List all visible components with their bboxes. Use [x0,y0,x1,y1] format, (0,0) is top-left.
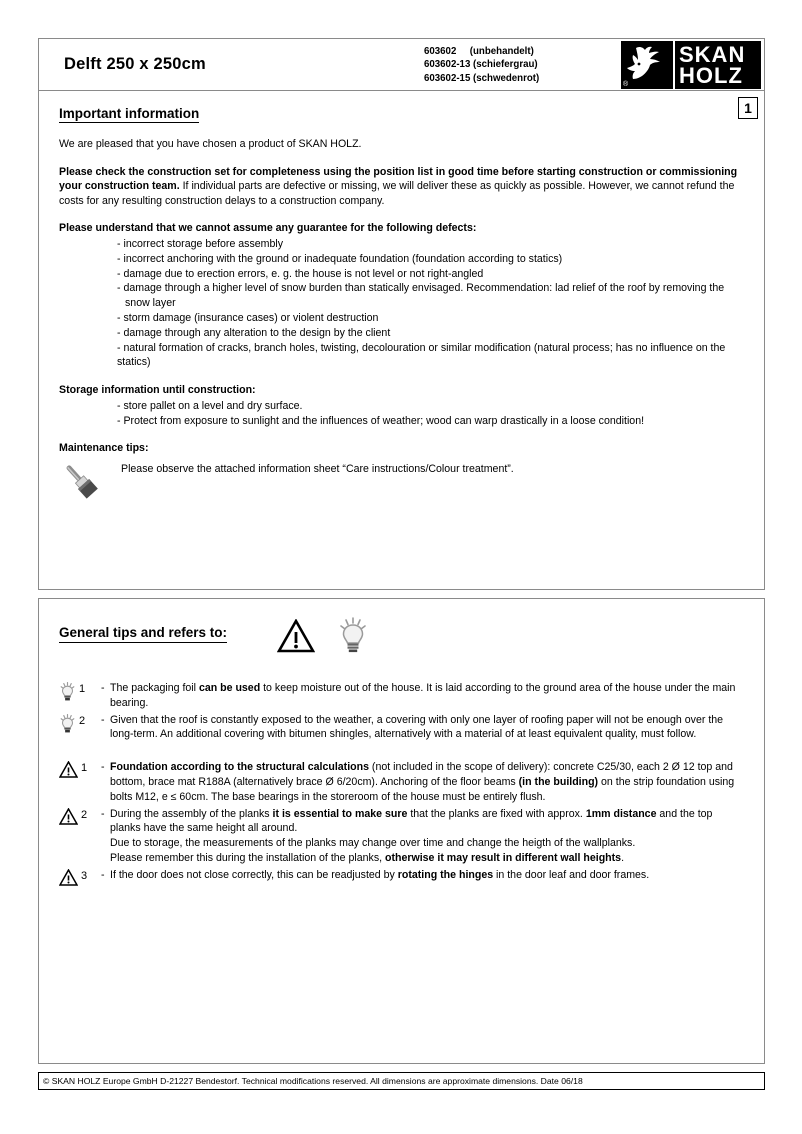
footer-text: © SKAN HOLZ Europe GmbH D-21227 Bendestorf. Technical modifications reserved. All dimensions are approximate dimensions. Date 06/18 [43,1076,583,1086]
tip-text-part: . [621,851,625,864]
page-title: Important information [59,106,200,121]
warning-tip-marker [59,760,101,778]
important-information-section [38,90,765,590]
logo-word-skan: SKAN [679,41,746,67]
list-item: - Protect from exposure to sunlight and the influences of weather; wood can warp drastically in a loose condition! [117,414,645,427]
tip-text-part: and the top planks have the same height all around. [110,807,713,835]
completeness-paragraph [59,165,744,209]
tip-text-part: on the strip foundation using bolts M12, e ≤ 60cm. The base bearings in the storeroom of the house must be entirely flush. [110,775,735,803]
tip-text-part: If the door does not close correctly, this can be readjusted by [110,868,398,881]
tip-text-part: in the door leaf and door frames. [493,868,650,881]
legend-icons [277,617,369,655]
list-item: - damage through a higher level of snow burden than statically envisaged. Recommendation: lad relief of the roof by removing the snow layer [117,282,725,310]
tip-text-part: During the assembly of the planks [110,807,273,820]
tip-text-part: that the planks are fixed with approx. [407,807,586,820]
document-header [38,38,765,90]
registered-trademark-symbol: ® [623,80,629,88]
storage-heading: Storage information until construction: [59,384,256,397]
warning-tip-3 [59,868,744,886]
warning-tip-marker [59,807,101,825]
bulb-tip-marker [59,681,101,702]
tip-text [110,868,744,883]
tip-text-bold: 1mm distance [585,807,657,820]
maintenance-heading: Maintenance tips: [59,442,149,455]
defects-heading: Please understand that we cannot assume any guarantee for the following defects: [59,222,477,235]
tip-text-part: Please remember this during the installation of the planks, [110,851,385,864]
tip-text-bold: it is essential to make sure [272,807,408,820]
product-title: Delft 250 x 250cm [64,55,206,73]
tip-number: 3 [81,869,88,882]
warning-tip-1 [59,760,744,804]
lightbulb-icon [337,617,369,655]
header-title-cell [39,39,424,90]
tip-dash: - [101,682,105,694]
lightbulb-icon [59,682,76,702]
moose-head-icon [621,41,673,89]
warning-tip-2 [59,807,744,866]
list-item: - storm damage (insurance cases) or violent destruction [117,311,379,324]
skan-holz-logo [621,41,761,89]
lightbulb-icon [59,714,76,734]
brand-logo-cell [620,39,764,90]
tip-text-part: The packaging foil [110,682,199,694]
list-item: - damage due to erection errors, e. g. the house is not level or not right-angled [117,267,484,280]
tip-text-line2: Due to storage, the measurements of the planks may change over time and change the heigth of the wallplanks. [110,837,636,850]
warning-tip-marker [59,868,101,886]
tip-text-part: (not included in the scope of delivery): concrete C25/30, each 2 Ø 12 top and bottom, brace mat R188A (alternatively brace Ø 6/20cm). Anchoring of the floor beams [110,761,733,788]
tip-dash: - [101,713,105,726]
product-code: 603602-15 (schwedenrot) [424,72,540,84]
document-footer [38,1072,765,1090]
tip-text-bold: otherwise it may result in different wall heights [385,851,622,864]
tips-spacer [59,744,744,760]
maintenance-text: Please observe the attached information sheet “Care instructions/Colour treatment”. [121,462,514,475]
completeness-bold: Please check the construction set for completeness using the position list in good time before starting construction or commissioning your construction team. [59,165,738,193]
logo-word-holz: HOLZ [679,62,743,88]
tip-text [110,681,744,711]
tip-number: 1 [81,762,88,775]
page-number-badge: 1 [738,97,758,119]
list-item: - incorrect anchoring with the ground or inadequate foundation (foundation according to statics) [117,252,563,265]
intro-paragraph: We are pleased that you have chosen a product of SKAN HOLZ. [59,138,362,150]
list-item: - natural formation of cracks, branch holes, twisting, decolouration or similar modification (natural process; has no influence on the statics) [117,341,726,369]
tip-text-part: to keep moisture out of the house. It is laid according to the ground area of the house under the main bearing. [110,682,736,709]
storage-list [59,399,744,429]
warning-triangle-icon [277,619,315,653]
logo-wordmark [673,41,761,89]
tip-dash: - [101,807,105,820]
general-tips-title: General tips and refers to: [59,625,227,643]
tip-text-bold: can be used [198,682,261,694]
tip-number: 2 [79,714,86,727]
completeness-rest: If individual parts are defective or missing, we will deliver these as quickly as possible. However, we cannot refund the costs for any resulting construction delays to a construction company. [59,180,735,207]
general-tips-header [59,617,744,655]
bulb-tip-marker [59,713,101,734]
tip-text-bold: Foundation according to the structural calculations [110,761,369,774]
list-item: - incorrect storage before assembly [117,237,284,250]
list-item: - damage through any alteration to the design by the client [117,326,391,339]
tip-text-bold: rotating the hinges [397,868,494,881]
tip-number: 1 [79,683,86,695]
product-code: 603602-13 (schiefergrau) [424,59,538,71]
maintenance-block [59,458,744,502]
warning-triangle-icon [59,869,78,886]
paintbrush-icon [59,458,121,502]
tip-text: Given that the roof is constantly exposed to the weather, a covering with only one layer of roofing paper will not be enough over the long-term. An additional covering with bitumen shingles, alternatively with a material of at least equivalent quality, must follow. [110,713,724,741]
warning-triangle-icon [59,808,78,825]
tip-dash: - [101,761,105,774]
general-tips-section [38,598,765,1064]
tip-text [110,807,744,866]
product-code: 603602 (unbehandelt) [424,45,534,57]
tip-number: 2 [81,808,88,821]
bulb-tip-2 [59,713,744,743]
tip-text-bold: (in the building) [518,775,599,788]
product-code-list [424,39,620,90]
warning-triangle-icon [59,761,78,778]
tip-dash: - [101,868,105,881]
tip-text [110,760,744,804]
bulb-tip-1 [59,681,744,711]
document-page [38,38,765,1090]
defects-list [59,237,744,370]
list-item: - store pallet on a level and dry surface. [117,399,303,412]
